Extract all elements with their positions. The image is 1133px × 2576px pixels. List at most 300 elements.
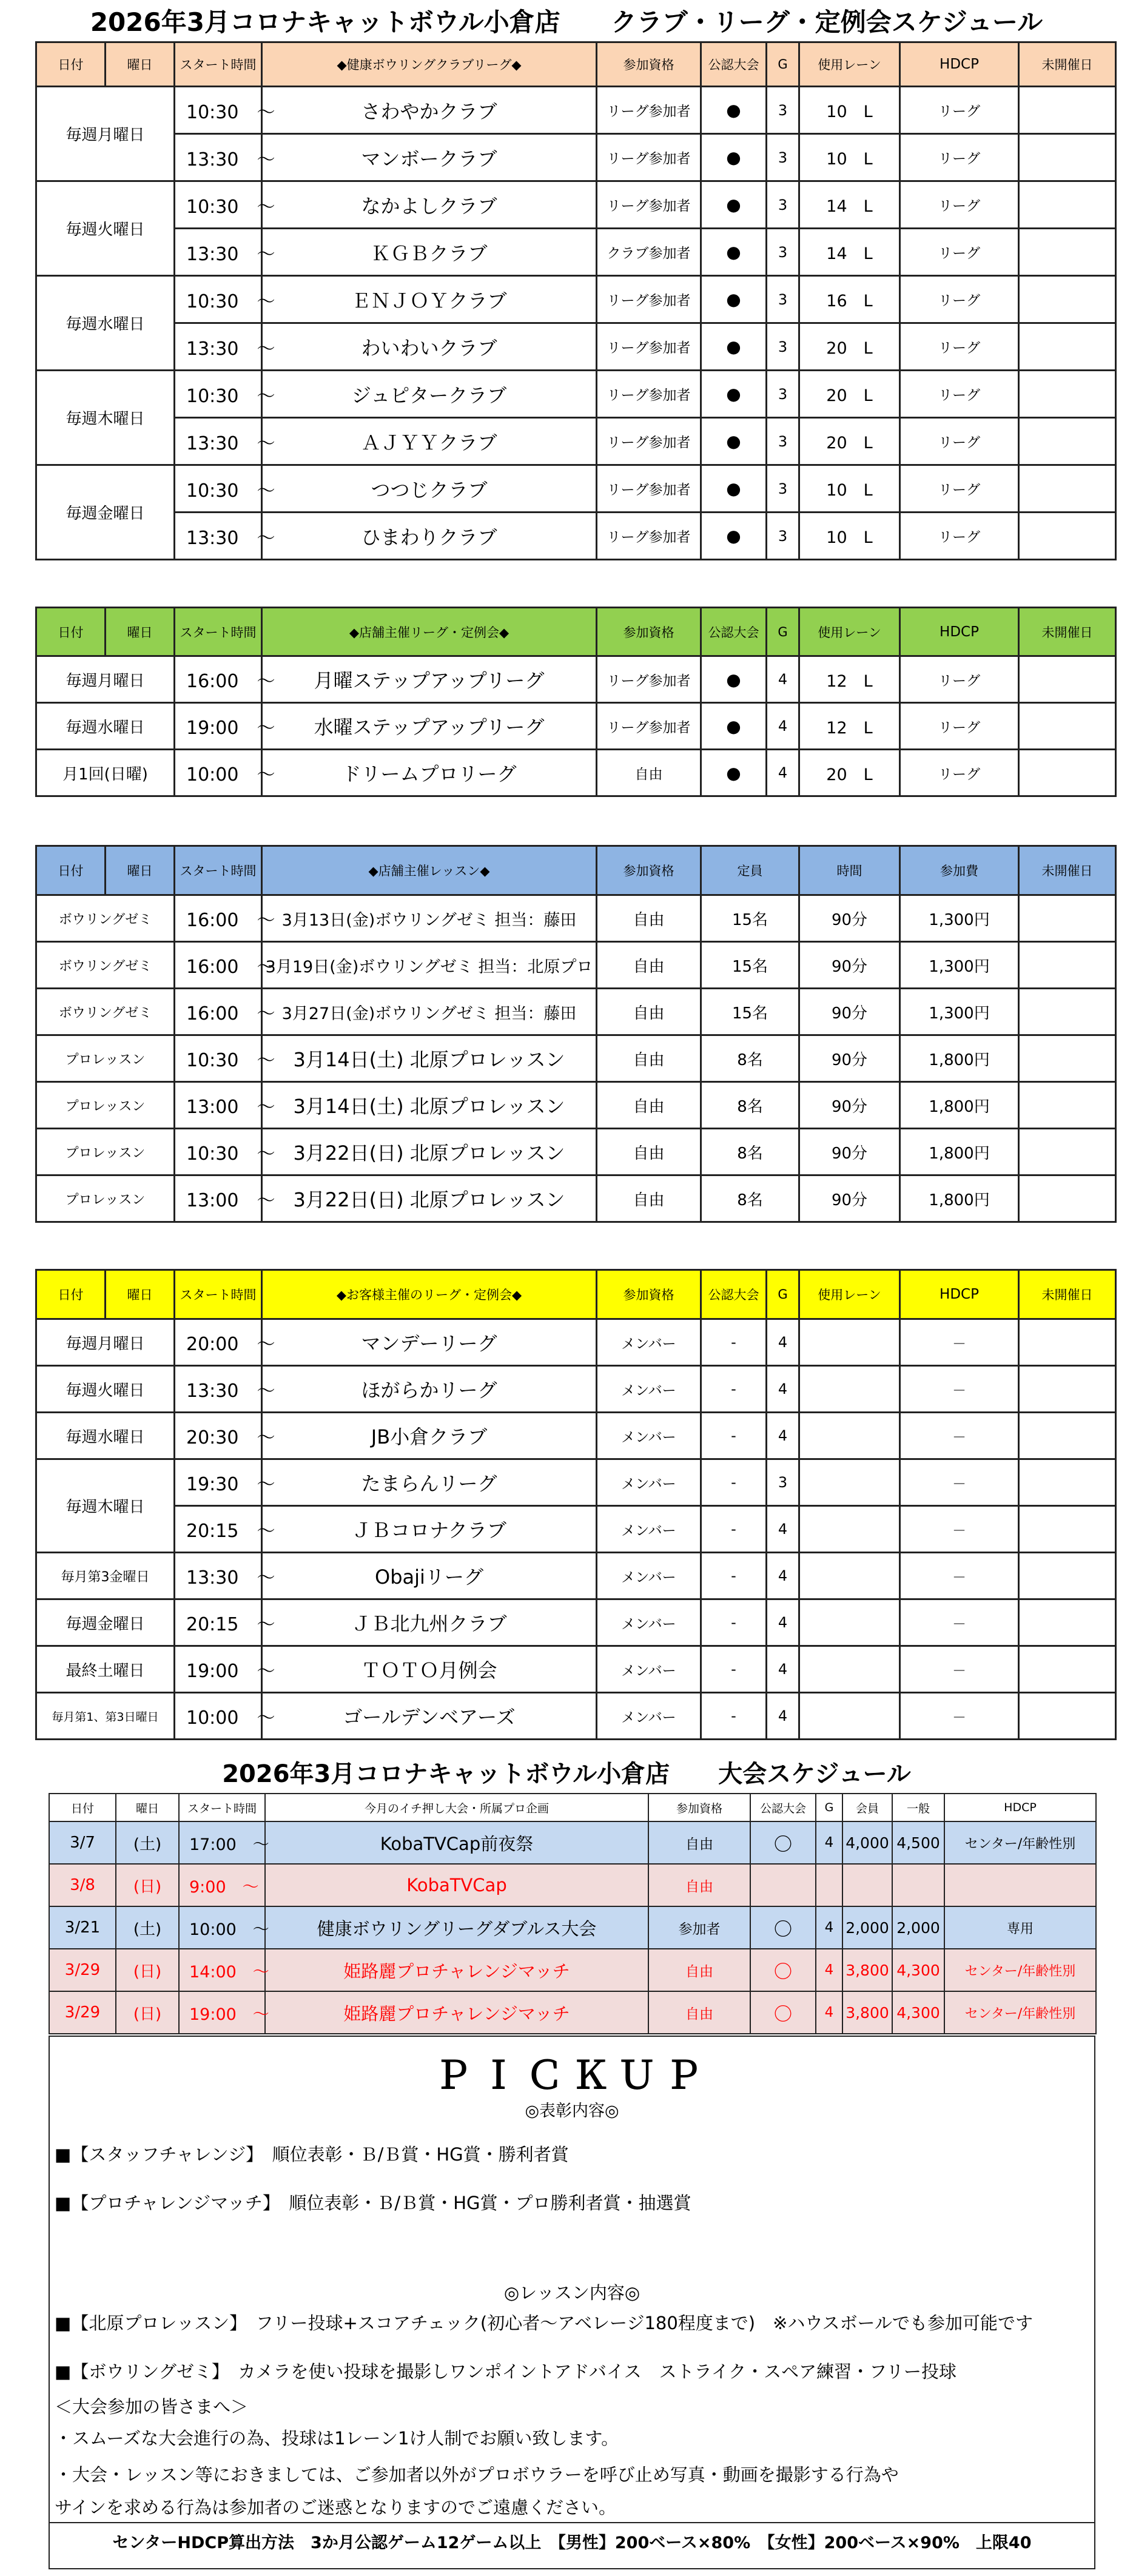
table-row bbox=[36, 1413, 1116, 1459]
member-fee: 4,000 bbox=[842, 1821, 892, 1864]
kitahara-lesson-text: ■【北原プロレッスン】 フリー投球+スコアチェック(初心者～アベレージ180程度まで) ※ハウスボールでも参加可能です bbox=[55, 2313, 1033, 2333]
qualification: 自由 bbox=[648, 1821, 750, 1864]
unconducted-cell bbox=[1019, 942, 1116, 989]
qualification: リーグ参加者 bbox=[597, 181, 701, 229]
games: 3 bbox=[767, 371, 799, 418]
hdcp: 専用 bbox=[944, 1906, 1096, 1949]
hdcp: リーグ bbox=[900, 465, 1019, 513]
games: 4 bbox=[767, 1599, 799, 1646]
header-qualification: 参加資格 bbox=[648, 1794, 750, 1821]
header-unconducted: 未開催日 bbox=[1019, 846, 1116, 895]
qualification: クラブ参加者 bbox=[597, 229, 701, 276]
games: 4 bbox=[767, 1413, 799, 1459]
header-official: 公認大会 bbox=[701, 608, 767, 656]
header-official: 公認大会 bbox=[701, 1270, 767, 1319]
capacity: 15名 bbox=[701, 989, 799, 1035]
qualification: メンバー bbox=[597, 1366, 701, 1413]
hdcp: リーグ bbox=[900, 371, 1019, 418]
unconducted-cell bbox=[1019, 276, 1116, 323]
lesson-table bbox=[35, 845, 1117, 1223]
header-date: 日付 bbox=[49, 1794, 116, 1821]
start-time: 13:00 ～ bbox=[175, 1175, 262, 1222]
qualification: 自由 bbox=[597, 1035, 701, 1082]
event-date: 3/8 bbox=[49, 1864, 116, 1906]
header-day: 曜日 bbox=[106, 42, 175, 87]
duration: 90分 bbox=[799, 942, 900, 989]
start-time: 10:00 ～ bbox=[175, 1693, 262, 1740]
lanes: 10 L bbox=[799, 134, 900, 181]
table-row bbox=[36, 895, 1116, 942]
table-header-row bbox=[36, 846, 1116, 895]
lanes: 20 L bbox=[799, 418, 900, 465]
fee: 1,800円 bbox=[900, 1129, 1019, 1175]
games: 4 bbox=[816, 1949, 842, 1991]
table-row bbox=[36, 1459, 1116, 1506]
lanes: 16 L bbox=[799, 276, 900, 323]
qualification: メンバー bbox=[597, 1319, 701, 1366]
games: 3 bbox=[767, 134, 799, 181]
start-time: 10:30 ～ bbox=[175, 465, 262, 513]
league-name: マンデーリーグ bbox=[262, 1319, 597, 1366]
weekday-cell: 毎週水曜日 bbox=[36, 1413, 175, 1459]
league-name: ドリームプロリーグ bbox=[262, 750, 597, 796]
event-name: 姫路麗プロチャレンジマッチ bbox=[265, 1991, 648, 2034]
header-qualification: 参加資格 bbox=[597, 42, 701, 87]
league-name: ＴＯＴＯ月例会 bbox=[262, 1646, 597, 1693]
games: 4 bbox=[767, 656, 799, 703]
qualification: メンバー bbox=[597, 1646, 701, 1693]
hdcp: － bbox=[900, 1646, 1019, 1693]
lanes bbox=[799, 1553, 900, 1599]
official-mark: ● bbox=[701, 750, 767, 796]
duration: 90分 bbox=[799, 1035, 900, 1082]
header-day: 曜日 bbox=[106, 608, 175, 656]
start-time: 13:30 ～ bbox=[175, 134, 262, 181]
games: 3 bbox=[767, 276, 799, 323]
hdcp: リーグ bbox=[900, 323, 1019, 371]
event-day: (日) bbox=[116, 1991, 179, 2034]
duration: 90分 bbox=[799, 1129, 900, 1175]
unconducted-cell bbox=[1019, 1599, 1116, 1646]
official-mark: 〇 bbox=[750, 1991, 816, 2034]
table-header-row bbox=[36, 1270, 1116, 1319]
unconducted-cell bbox=[1019, 1082, 1116, 1129]
pickup-heading: ＰＩＣＫＵＰ bbox=[433, 2053, 710, 2097]
official-mark: ● bbox=[701, 134, 767, 181]
start-time: 13:30 ～ bbox=[175, 418, 262, 465]
start-time: 13:00 ～ bbox=[175, 1082, 262, 1129]
games: 4 bbox=[767, 750, 799, 796]
official-mark: ● bbox=[701, 465, 767, 513]
lesson-name: 3月14日(土) 北原プロレッスン bbox=[262, 1082, 597, 1129]
official-mark: ● bbox=[701, 87, 767, 134]
start-time: 14:00 ～ bbox=[179, 1949, 265, 1991]
header-g: G bbox=[767, 608, 799, 656]
qualification: 自由 bbox=[597, 1129, 701, 1175]
club-name: ＫＧＢクラブ bbox=[262, 229, 597, 276]
table-header-row bbox=[36, 42, 1116, 87]
header-hdcp: HDCP bbox=[944, 1794, 1096, 1821]
games: 3 bbox=[767, 513, 799, 560]
table-row bbox=[36, 703, 1116, 750]
games: 3 bbox=[767, 1459, 799, 1506]
unconducted-cell bbox=[1019, 181, 1116, 229]
table-row bbox=[49, 1821, 1096, 1864]
start-time: 13:30 ～ bbox=[175, 513, 262, 560]
club-name: わいわいクラブ bbox=[262, 323, 597, 371]
event-name: KobaTVCap bbox=[265, 1864, 648, 1906]
start-time: 20:00 ～ bbox=[175, 1319, 262, 1366]
games: 4 bbox=[816, 1906, 842, 1949]
qualification: リーグ参加者 bbox=[597, 134, 701, 181]
hdcp: リーグ bbox=[900, 134, 1019, 181]
fee: 1,800円 bbox=[900, 1035, 1019, 1082]
event-date: 3/21 bbox=[49, 1906, 116, 1949]
header-event-name: 今月のイチ押し大会・所属プロ企画 bbox=[265, 1794, 648, 1821]
hdcp: － bbox=[900, 1413, 1019, 1459]
lesson-name: 3月13日(金)ボウリングゼミ 担当：藤田 bbox=[262, 895, 597, 942]
official-mark: - bbox=[701, 1413, 767, 1459]
header-day: 曜日 bbox=[106, 1270, 175, 1319]
start-time: 20:30 ～ bbox=[175, 1413, 262, 1459]
qualification: 自由 bbox=[597, 1175, 701, 1222]
header-hdcp: HDCP bbox=[900, 608, 1019, 656]
header-customer-title: ◆お客様主催のリーグ・定例会◆ bbox=[262, 1270, 597, 1319]
unconducted-cell bbox=[1019, 989, 1116, 1035]
lanes: 10 L bbox=[799, 513, 900, 560]
table-row bbox=[49, 1906, 1096, 1949]
hdcp-calculation-text: センターHDCP算出方法 3か月公認ゲーム12ゲーム以上 【男性】200ベース×80% 【女性】200ベース×90% 上限40 bbox=[112, 2534, 1032, 2552]
event-name: KobaTVCap前夜祭 bbox=[265, 1821, 648, 1864]
qualification: リーグ参加者 bbox=[597, 465, 701, 513]
official-mark: ● bbox=[701, 181, 767, 229]
unconducted-cell bbox=[1019, 1553, 1116, 1599]
header-g: G bbox=[767, 42, 799, 87]
lanes bbox=[799, 1693, 900, 1740]
hdcp: － bbox=[900, 1693, 1019, 1740]
lesson-name: 3月22日(日) 北原プロレッスン bbox=[262, 1129, 597, 1175]
header-lane: 使用レーン bbox=[799, 1270, 900, 1319]
club-name: マンボークラブ bbox=[262, 134, 597, 181]
games: 4 bbox=[767, 1693, 799, 1740]
club-name: ＥＮＪＯＹクラブ bbox=[262, 276, 597, 323]
lesson-name: 3月14日(土) 北原プロレッスン bbox=[262, 1035, 597, 1082]
lanes: 10 L bbox=[799, 87, 900, 134]
weekday-cell: 毎週金曜日 bbox=[36, 1599, 175, 1646]
fee: 1,300円 bbox=[900, 989, 1019, 1035]
general-fee: 4,500 bbox=[892, 1821, 944, 1864]
games: 3 bbox=[767, 181, 799, 229]
weekday-cell: 毎週火曜日 bbox=[36, 1366, 175, 1413]
header-lane: 使用レーン bbox=[799, 42, 900, 87]
games: 3 bbox=[767, 87, 799, 134]
general-fee bbox=[892, 1864, 944, 1906]
qualification: メンバー bbox=[597, 1553, 701, 1599]
unconducted-cell bbox=[1019, 134, 1116, 181]
header-store-title: ◆店舗主催リーグ・定例会◆ bbox=[262, 608, 597, 656]
official-mark: 〇 bbox=[750, 1949, 816, 1991]
start-time: 10:30 ～ bbox=[175, 87, 262, 134]
lanes bbox=[799, 1506, 900, 1553]
header-fee: 参加費 bbox=[900, 846, 1019, 895]
table-row bbox=[36, 1319, 1116, 1366]
fee: 1,800円 bbox=[900, 1082, 1019, 1129]
qualification: リーグ参加者 bbox=[597, 276, 701, 323]
header-general-fee: 一般 bbox=[892, 1794, 944, 1821]
lanes bbox=[799, 1413, 900, 1459]
pro-challenge-text: ■【プロチャレンジマッチ】 順位表彰・Ｂ/Ｂ賞・HG賞・プロ勝利者賞・抽選賞 bbox=[55, 2193, 691, 2213]
qualification: 自由 bbox=[597, 895, 701, 942]
notice-line: サインを求める行為は参加者のご迷惑となりますのでご遠慮ください。 bbox=[55, 2497, 616, 2518]
event-day: (土) bbox=[116, 1906, 179, 1949]
qualification: メンバー bbox=[597, 1599, 701, 1646]
weekday-cell: 毎月第3金曜日 bbox=[36, 1553, 175, 1599]
club-league-table bbox=[35, 41, 1117, 560]
weekday-cell: 最終土曜日 bbox=[36, 1646, 175, 1693]
lesson-header: ◎レッスン内容◎ bbox=[503, 2282, 640, 2303]
league-name: JB小倉クラブ bbox=[262, 1413, 597, 1459]
lanes bbox=[799, 1599, 900, 1646]
table-row bbox=[36, 989, 1116, 1035]
weekday-cell: 毎週月曜日 bbox=[36, 656, 175, 703]
unconducted-cell bbox=[1019, 465, 1116, 513]
divider bbox=[50, 2522, 1094, 2523]
qualification: リーグ参加者 bbox=[597, 703, 701, 750]
hdcp: － bbox=[900, 1599, 1019, 1646]
official-mark: - bbox=[701, 1366, 767, 1413]
official-mark: ● bbox=[701, 703, 767, 750]
header-start-time: スタート時間 bbox=[175, 1270, 262, 1319]
unconducted-cell bbox=[1019, 1175, 1116, 1222]
unconducted-cell bbox=[1019, 418, 1116, 465]
start-time: 19:30 ～ bbox=[175, 1459, 262, 1506]
event-day: (日) bbox=[116, 1949, 179, 1991]
start-time: 19:00 ～ bbox=[175, 1646, 262, 1693]
store-league-table bbox=[35, 607, 1117, 797]
games: 4 bbox=[767, 1553, 799, 1599]
start-time: 19:00 ～ bbox=[175, 703, 262, 750]
league-name: ＪＢコロナクラブ bbox=[262, 1506, 597, 1553]
weekday-cell: 毎週水曜日 bbox=[36, 276, 175, 371]
hdcp: リーグ bbox=[900, 418, 1019, 465]
official-mark: ● bbox=[701, 418, 767, 465]
lesson-name: 3月27日(金)ボウリングゼミ 担当：藤田 bbox=[262, 989, 597, 1035]
hdcp bbox=[944, 1864, 1096, 1906]
qualification: 自由 bbox=[597, 1082, 701, 1129]
weekday-cell: 毎週月曜日 bbox=[36, 1319, 175, 1366]
club-name: ＡＪＹＹクラブ bbox=[262, 418, 597, 465]
games: 3 bbox=[767, 229, 799, 276]
tournament-table bbox=[49, 1793, 1097, 2034]
table-row bbox=[36, 1082, 1116, 1129]
hdcp: リーグ bbox=[900, 229, 1019, 276]
qualification: 自由 bbox=[648, 1991, 750, 2034]
start-time: 13:30 ～ bbox=[175, 323, 262, 371]
games: 4 bbox=[767, 1366, 799, 1413]
official-mark: ● bbox=[701, 229, 767, 276]
hdcp: リーグ bbox=[900, 87, 1019, 134]
table-row bbox=[36, 1646, 1116, 1693]
lanes: 10 L bbox=[799, 465, 900, 513]
lanes: 20 L bbox=[799, 371, 900, 418]
club-name: つつじクラブ bbox=[262, 465, 597, 513]
table-row bbox=[36, 323, 1116, 371]
official-mark: ● bbox=[701, 656, 767, 703]
start-time: 13:30 ～ bbox=[175, 229, 262, 276]
notice-line: ・大会・レッスン等におきましては、ご参加者以外がプロボウラーを呼び止め写真・動画を撮影する行為や bbox=[55, 2464, 899, 2485]
start-time: 16:00 ～ bbox=[175, 895, 262, 942]
lanes bbox=[799, 1366, 900, 1413]
header-start-time: スタート時間 bbox=[179, 1794, 265, 1821]
qualification: メンバー bbox=[597, 1693, 701, 1740]
header-qualification: 参加資格 bbox=[597, 608, 701, 656]
hdcp: センター/年齢性別 bbox=[944, 1821, 1096, 1864]
table-row bbox=[36, 1506, 1116, 1553]
hdcp: － bbox=[900, 1366, 1019, 1413]
unconducted-cell bbox=[1019, 703, 1116, 750]
qualification: メンバー bbox=[597, 1413, 701, 1459]
header-club-title: ◆健康ボウリングクラブリーグ◆ bbox=[262, 42, 597, 87]
table-row bbox=[36, 1175, 1116, 1222]
header-official: 公認大会 bbox=[701, 42, 767, 87]
hdcp: － bbox=[900, 1319, 1019, 1366]
start-time: 10:30 ～ bbox=[175, 276, 262, 323]
lesson-name: 3月22日(日) 北原プロレッスン bbox=[262, 1175, 597, 1222]
games: 4 bbox=[767, 1506, 799, 1553]
fee: 1,800円 bbox=[900, 1175, 1019, 1222]
table-row bbox=[36, 276, 1116, 323]
tournament-title: 2026年3月コロナキャットボウル小倉店 大会スケジュール bbox=[222, 1760, 911, 1788]
official-mark: 〇 bbox=[750, 1906, 816, 1949]
event-date: 3/29 bbox=[49, 1991, 116, 2034]
capacity: 8名 bbox=[701, 1035, 799, 1082]
lesson-type: プロレッスン bbox=[36, 1129, 175, 1175]
seminar-text: ■【ボウリングゼミ】 カメラを使い投球を撮影しワンポイントアドバイス ストライク・スペア練習・フリー投球 bbox=[55, 2361, 956, 2382]
duration: 90分 bbox=[799, 1175, 900, 1222]
start-time: 10:30 ～ bbox=[175, 1035, 262, 1082]
table-row bbox=[36, 1599, 1116, 1646]
lanes: 12 L bbox=[799, 656, 900, 703]
unconducted-cell bbox=[1019, 750, 1116, 796]
table-row bbox=[36, 1035, 1116, 1082]
qualification: リーグ参加者 bbox=[597, 323, 701, 371]
header-date: 日付 bbox=[36, 846, 106, 895]
games: 4 bbox=[767, 1319, 799, 1366]
general-fee: 2,000 bbox=[892, 1906, 944, 1949]
table-row bbox=[36, 134, 1116, 181]
header-qualification: 参加資格 bbox=[597, 1270, 701, 1319]
header-g: G bbox=[767, 1270, 799, 1319]
table-row bbox=[36, 229, 1116, 276]
hdcp: リーグ bbox=[900, 513, 1019, 560]
qualification: 自由 bbox=[597, 750, 701, 796]
general-fee: 4,300 bbox=[892, 1949, 944, 1991]
unconducted-cell bbox=[1019, 1366, 1116, 1413]
lesson-type: ボウリングゼミ bbox=[36, 942, 175, 989]
unconducted-cell bbox=[1019, 1319, 1116, 1366]
official-mark bbox=[750, 1864, 816, 1906]
games: 4 bbox=[816, 1991, 842, 2034]
table-row bbox=[36, 1553, 1116, 1599]
event-day: (土) bbox=[116, 1821, 179, 1864]
lanes bbox=[799, 1459, 900, 1506]
table-row bbox=[49, 1864, 1096, 1906]
unconducted-cell bbox=[1019, 1459, 1116, 1506]
start-time: 19:00 ～ bbox=[179, 1991, 265, 2034]
lanes bbox=[799, 1646, 900, 1693]
unconducted-cell bbox=[1019, 895, 1116, 942]
weekday-cell: 毎週木曜日 bbox=[36, 371, 175, 465]
lanes: 20 L bbox=[799, 750, 900, 796]
official-mark: - bbox=[701, 1599, 767, 1646]
capacity: 8名 bbox=[701, 1082, 799, 1129]
header-hdcp: HDCP bbox=[900, 42, 1019, 87]
duration: 90分 bbox=[799, 989, 900, 1035]
club-name: ひまわりクラブ bbox=[262, 513, 597, 560]
qualification: リーグ参加者 bbox=[597, 418, 701, 465]
weekday-cell: 毎週木曜日 bbox=[36, 1459, 175, 1553]
duration: 90分 bbox=[799, 895, 900, 942]
unconducted-cell bbox=[1019, 1506, 1116, 1553]
qualification: メンバー bbox=[597, 1459, 701, 1506]
start-time: 17:00 ～ bbox=[179, 1821, 265, 1864]
page-title: 2026年3月コロナキャットボウル小倉店 クラブ・リーグ・定例会スケジュール bbox=[90, 7, 1043, 37]
capacity: 8名 bbox=[701, 1175, 799, 1222]
games: 3 bbox=[767, 465, 799, 513]
start-time: 10:30 ～ bbox=[175, 1129, 262, 1175]
header-date: 日付 bbox=[36, 1270, 106, 1319]
hdcp: センター/年齢性別 bbox=[944, 1991, 1096, 2034]
qualification: 参加者 bbox=[648, 1906, 750, 1949]
header-qualification: 参加資格 bbox=[597, 846, 701, 895]
lesson-type: ボウリングゼミ bbox=[36, 989, 175, 1035]
capacity: 15名 bbox=[701, 895, 799, 942]
table-row bbox=[36, 1366, 1116, 1413]
hdcp: センター/年齢性別 bbox=[944, 1949, 1096, 1991]
header-capacity: 定員 bbox=[701, 846, 799, 895]
unconducted-cell bbox=[1019, 1413, 1116, 1459]
table-header-row bbox=[49, 1794, 1096, 1821]
table-row bbox=[36, 1129, 1116, 1175]
header-lesson-title: ◆店舗主催レッスン◆ bbox=[262, 846, 597, 895]
hdcp: リーグ bbox=[900, 276, 1019, 323]
start-time: 10:30 ～ bbox=[175, 371, 262, 418]
official-mark: - bbox=[701, 1506, 767, 1553]
capacity: 15名 bbox=[701, 942, 799, 989]
official-mark: 〇 bbox=[750, 1821, 816, 1864]
header-start-time: スタート時間 bbox=[175, 42, 262, 87]
official-mark: - bbox=[701, 1693, 767, 1740]
hdcp: － bbox=[900, 1506, 1019, 1553]
league-name: ＪＢ北九州クラブ bbox=[262, 1599, 597, 1646]
header-member-fee: 会員 bbox=[842, 1794, 892, 1821]
capacity: 8名 bbox=[701, 1129, 799, 1175]
pickup-section bbox=[49, 2036, 1095, 2569]
official-mark: - bbox=[701, 1553, 767, 1599]
member-fee: 3,800 bbox=[842, 1949, 892, 1991]
award-header: ◎表彰内容◎ bbox=[525, 2102, 619, 2120]
lanes: 14 L bbox=[799, 229, 900, 276]
table-header-row bbox=[36, 608, 1116, 656]
unconducted-cell bbox=[1019, 87, 1116, 134]
member-fee bbox=[842, 1864, 892, 1906]
club-name: さわやかクラブ bbox=[262, 87, 597, 134]
general-fee: 4,300 bbox=[892, 1991, 944, 2034]
table-row bbox=[36, 1693, 1116, 1740]
event-name: 健康ボウリングリーグダブルス大会 bbox=[265, 1906, 648, 1949]
header-official: 公認大会 bbox=[750, 1794, 816, 1821]
hdcp: リーグ bbox=[900, 750, 1019, 796]
